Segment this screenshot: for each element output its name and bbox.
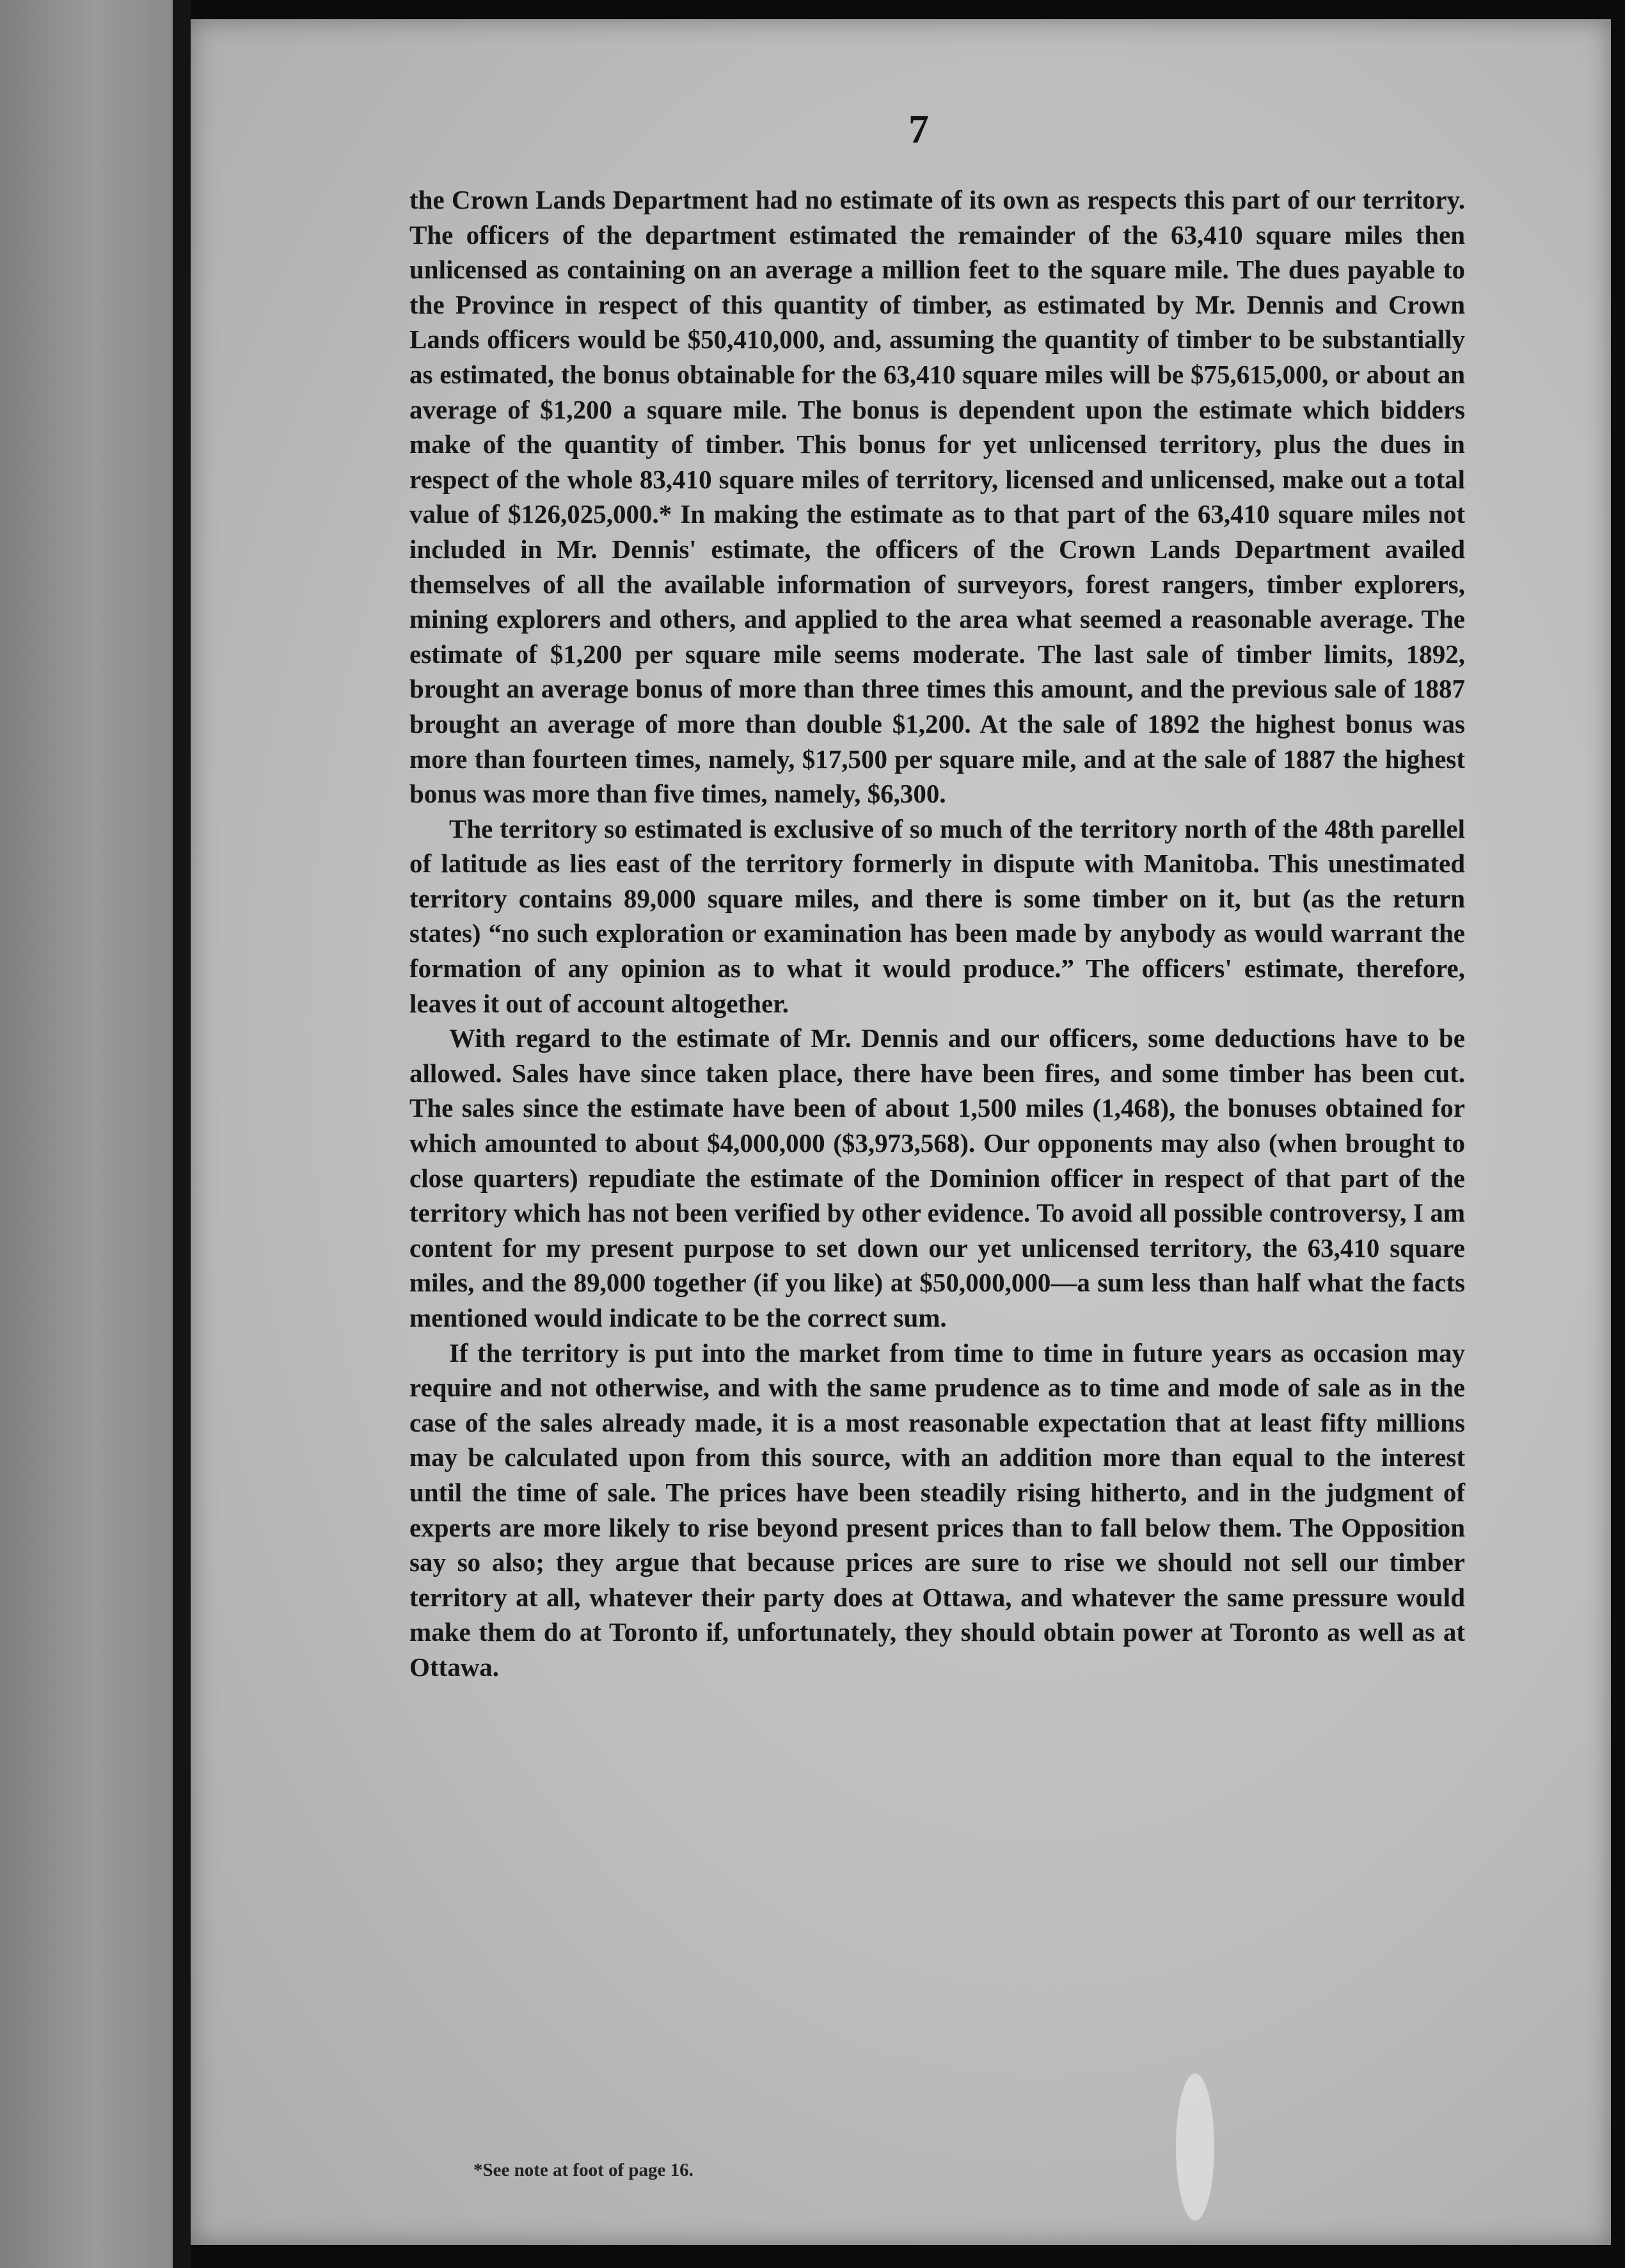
footnote: *See note at foot of page 16. bbox=[473, 2160, 694, 2180]
paragraph-2: The territory so estimated is exclusive of so much of the territory north of the 48th parellel of latitude as lies east of the territory formerly in dispute with Manitoba. This unestimated territory contains 89,000 square miles, and there is some timber on it, but (as the return states) “no such exploration or examination has been made by anybody as would warrant the formation of any opinion as to what it would produce.” The officers' estimate, therefore, leaves it out of account altogether. bbox=[409, 813, 1465, 1018]
scan-glare bbox=[1176, 2073, 1214, 2221]
paragraph-1: the Crown Lands Department had no estimate of its own as respects this part of our territory. The officers of the department estimated the remainder of the 63,410 square miles then unlicensed as containing on an average a million feet to the square mile. The dues payable to the Province in respect of this quantity of timber, as estimated by Mr. Dennis and Crown Lands officers would be $50,410,000, and, assuming the quantity of timber to be substantially as estimated, the bonus obtainable for the 63,410 square miles will be $75,615,000, or about an average of $1,200 a square mile. The bonus is dependent upon the estimate which bidders make of the quantity of timber. This bonus for yet unlicensed territory, plus the dues in respect of the whole 83,410 square miles of territory, licensed and unlicensed, make out a total value of $126,025,000.* In making the estimate as to that part of the 63,410 square miles not included in Mr. Dennis' estimate, the officers of the Crown Lands Department availed themselves of all the available information of surveyors, forest rangers, timber explorers, mining explorers and others, and applied to the area what seemed a reasonable average. The estimate of $1,200 per square mile seems moderate. The last sale of timber limits, 1892, brought an average bonus of more than three times this amount, and the previous sale of 1887 brought an average of more than double $1,200. At the sale of 1892 the highest bonus was more than fourteen times, namely, $17,500 per square mile, and at the sale of 1887 the highest bonus was more than five times, namely, $6,300. bbox=[409, 185, 1465, 809]
binding-gutter bbox=[173, 0, 191, 2268]
paragraph-3: With regard to the estimate of Mr. Dennis and our officers, some deductions have to be allowed. Sales have since taken place, there have been fires, and some timber has been cut. The sales since the estimate have been of about 1,500 miles (1,468), the bonuses obtained for which amounted to about $4,000,000 ($3,973,568). Our opponents may also (when brought to close quarters) repudiate the estimate of the Dominion officer in respect of that part of the territory which has not been verified by other evidence. To avoid all possible controversy, I am content for my present purpose to set down our yet unlicensed territory, the 63,410 square miles, and the 89,000 together (if you like) at $50,000,000—a sum less than half what the facts mentioned would indicate to be the correct sum. bbox=[409, 1023, 1465, 1332]
paragraph-4: If the territory is put into the market from time to time in future years as occasion may require and not otherwise, and with the same prudence as to time and mode of sale as in the case of the sales already made, it is a most reasonable expectation that at least fifty millions may be calculated upon from this source, with an addition more than equal to the interest until the time of sale. The prices have been steadily rising hitherto, and in the judgment of experts are more likely to rise beyond present prices than to fall below them. The Opposition say so also; they argue that because prices are sure to rise we should not sell our timber territory at all, whatever their party does at Ottawa, and whatever the same pressure would make them do at Toronto if, unfortunately, they should obtain power at Toronto as well as at Ottawa. bbox=[409, 1338, 1465, 1682]
body-text bbox=[409, 182, 1465, 1685]
previous-page-edge bbox=[0, 0, 173, 2268]
page-number: 7 bbox=[908, 106, 929, 152]
